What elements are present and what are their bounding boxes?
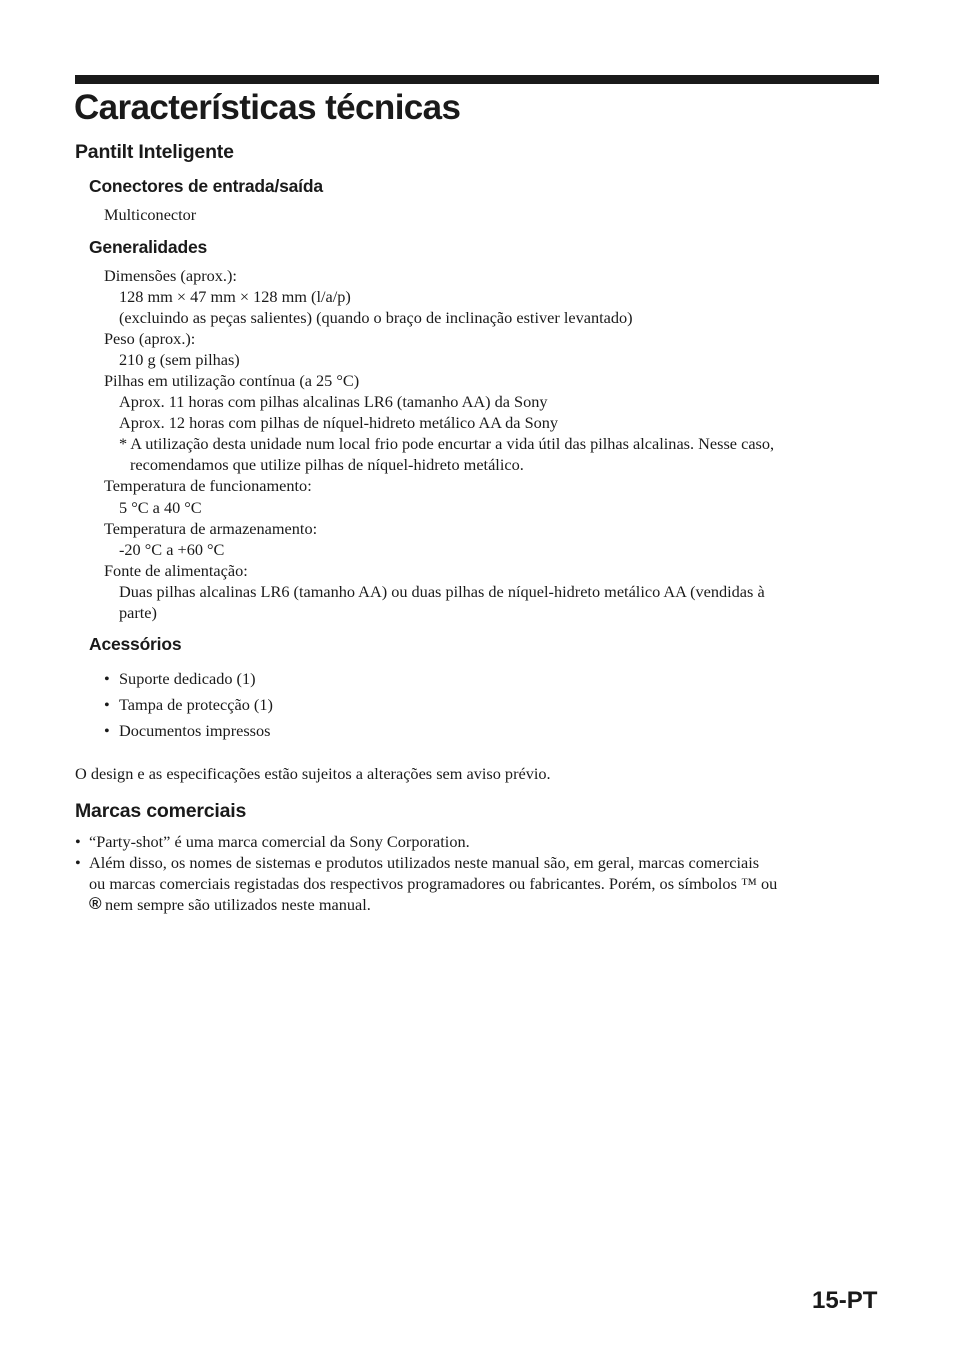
- bullet-icon: •: [104, 721, 110, 740]
- page-number: 15-PT: [812, 1287, 878, 1314]
- general-line: Fonte de alimentação:: [104, 561, 248, 580]
- registered-icon: ®: [89, 894, 102, 913]
- section-heading-pantilt: Pantilt Inteligente: [75, 141, 234, 163]
- bullet-icon: •: [104, 695, 110, 714]
- general-line: Duas pilhas alcalinas LR6 (tamanho AA) ou duas pilhas de níquel-hidreto metálico AA (vendidas à: [119, 582, 765, 601]
- trademark-line: ou marcas comerciais registadas dos respectivos programadores ou fabricantes. Porém, os símbolos ™ ou: [89, 874, 778, 893]
- general-line: 5 °C a 40 °C: [119, 498, 202, 517]
- general-line: 128 mm × 47 mm × 128 mm (l/a/p): [119, 287, 351, 306]
- general-line: parte): [119, 603, 157, 622]
- general-line: Dimensões (aprox.):: [104, 266, 237, 285]
- bullet-icon: •: [104, 669, 110, 688]
- accessory-item: Tampa de protecção (1): [119, 695, 273, 714]
- accessory-item: Suporte dedicado (1): [119, 669, 256, 688]
- general-line: Pilhas em utilização contínua (a 25 °C): [104, 371, 360, 390]
- trademark-line: nem sempre são utilizados neste manual.: [105, 895, 371, 914]
- title-rule: [75, 75, 879, 84]
- general-line: Aprox. 11 horas com pilhas alcalinas LR6 (tamanho AA) da Sony: [119, 392, 548, 411]
- notice-text: O design e as especificações estão sujeitos a alterações sem aviso prévio.: [75, 764, 551, 783]
- trademark-line: Além disso, os nomes de sistemas e produtos utilizados neste manual são, em geral, marcas comerciais: [89, 853, 760, 872]
- subheading-general: Generalidades: [89, 237, 208, 257]
- general-line: -20 °C a +60 °C: [119, 540, 225, 559]
- general-footnote: * A utilização desta unidade num local frio pode encurtar a vida útil das pilhas alcalinas. Nesse caso,: [119, 434, 775, 453]
- general-line: Temperatura de funcionamento:: [104, 476, 312, 495]
- general-line: Aprox. 12 horas com pilhas de níquel-hidreto metálico AA da Sony: [119, 413, 559, 432]
- subheading-accessories: Acessórios: [89, 634, 182, 654]
- general-footnote: recomendamos que utilize pilhas de níquel-hidreto metálico.: [130, 455, 524, 474]
- accessory-item: Documentos impressos: [119, 721, 271, 740]
- bullet-icon: •: [75, 853, 81, 872]
- section-heading-trademarks: Marcas comerciais: [75, 800, 247, 822]
- general-line: 210 g (sem pilhas): [119, 350, 240, 369]
- trademark-line: “Party-shot” é uma marca comercial da Sony Corporation.: [89, 832, 470, 851]
- bullet-icon: •: [75, 832, 81, 851]
- page-title: Características técnicas: [74, 88, 461, 127]
- general-line: (excluindo as peças salientes) (quando o braço de inclinação estiver levantado): [119, 308, 633, 327]
- general-line: Peso (aprox.):: [104, 329, 196, 348]
- subheading-connectors: Conectores de entrada/saída: [89, 176, 323, 196]
- general-line: Temperatura de armazenamento:: [104, 519, 318, 538]
- connector-item: Multiconector: [104, 205, 197, 224]
